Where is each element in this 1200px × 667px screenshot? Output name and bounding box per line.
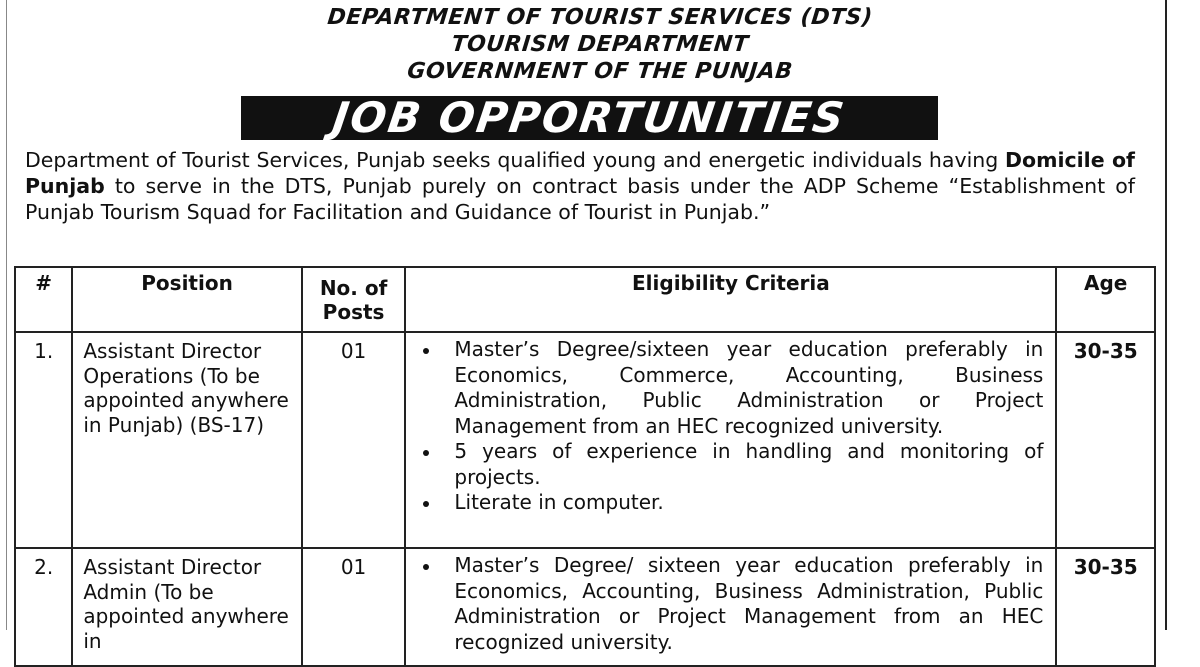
banner-title: JOB OPPORTUNITIES (330, 93, 850, 142)
header-posts-line1: No. of (319, 276, 388, 300)
header-department: DEPARTMENT OF TOURIST SERVICES (DTS) (326, 5, 874, 30)
header-posts-line2: Posts (322, 300, 385, 324)
intro-text-part1: Department of Tourist Services, Punjab seeks qualified young and energetic individuals having (25, 148, 1006, 172)
criteria-item: Master’s Degree/ sixteen year education preferably in Economics, Accounting, Business Administration, Public Administration or Project Management from an HEC recognized university. (414, 553, 1043, 655)
intro-paragraph (25, 147, 1135, 225)
criteria-item: Literate in computer. (414, 490, 1043, 516)
header-government: GOVERNMENT OF THE PUNJAB (406, 59, 794, 84)
row-age: 30-35 (1056, 332, 1155, 548)
header-tourism: TOURISM DEPARTMENT (450, 32, 750, 57)
header-num: # (15, 267, 72, 332)
header-position: Position (72, 267, 301, 332)
intro-domicile: Domicile of Punjab (25, 148, 1135, 198)
row-position: Assistant Director Admin (To be appointed anywhere in (72, 548, 301, 666)
intro-text-part2: to serve in the DTS, Punjab purely on contract basis under the ADP Scheme “Establishment of Punjab Tourism Squad for Facilitation and Guidance of Tourist in Punjab.” (25, 174, 1135, 224)
header-age: Age (1056, 267, 1155, 332)
table-row (15, 548, 1155, 666)
row-position: Assistant Director Operations (To be appointed anywhere in Punjab) (BS-17) (72, 332, 301, 548)
row-criteria (405, 332, 1056, 548)
table-header-row (15, 267, 1155, 332)
row-age: 30-35 (1056, 548, 1155, 666)
row-posts: 01 (302, 332, 406, 548)
header-posts (302, 267, 406, 332)
row-posts: 01 (302, 548, 406, 666)
row-num: 2. (15, 548, 72, 666)
criteria-item: 5 years of experience in handling and monitoring of projects. (414, 439, 1043, 490)
criteria-item: Master’s Degree/sixteen year education preferably in Economics, Commerce, Accounting, Business Administration, Public Administration or Project Management from an HEC recognized university. (414, 337, 1043, 439)
row-num: 1. (15, 332, 72, 548)
row-criteria (405, 548, 1056, 666)
job-opportunities-banner (241, 93, 938, 142)
positions-table (14, 266, 1156, 667)
table-row (15, 332, 1155, 548)
header-criteria: Eligibility Criteria (405, 267, 1056, 332)
